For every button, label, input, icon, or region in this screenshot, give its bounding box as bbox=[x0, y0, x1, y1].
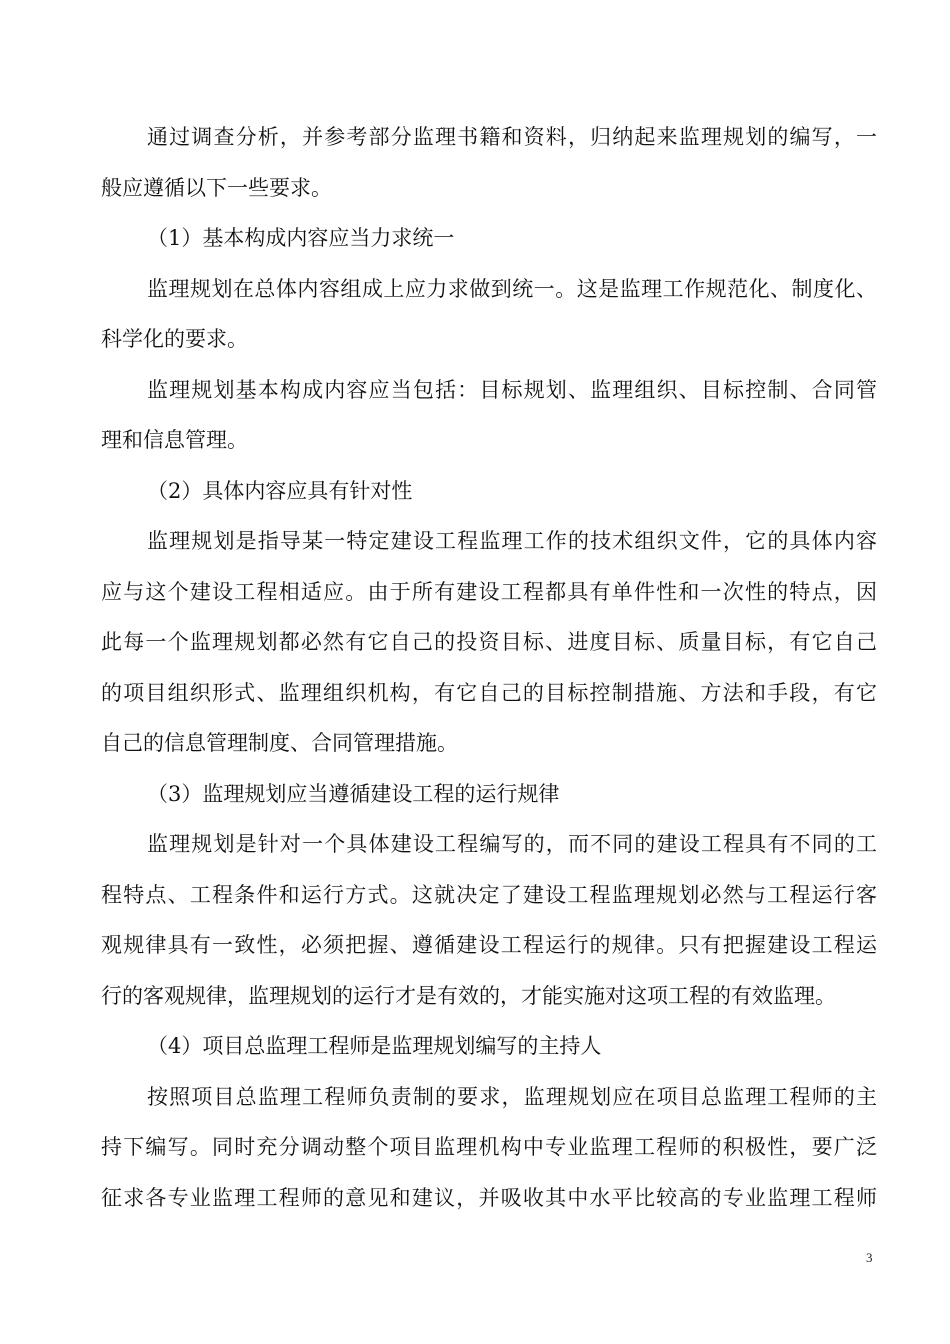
section-heading: （2）具体内容应具有针对性 bbox=[147, 478, 413, 503]
document-body bbox=[101, 112, 877, 1223]
paragraph-line: 通过调查分析，并参考部分监理书籍和资料，归纳起来监理规划的编写，一 bbox=[147, 125, 877, 149]
paragraph-line: 理和信息管理。 bbox=[101, 428, 248, 452]
paragraph-line: 持下编写。同时充分调动整个项目监理机构中专业监理工程师的积极性，要广泛 bbox=[101, 1135, 877, 1159]
section-heading: （3）监理规划应当遵循建设工程的运行规律 bbox=[147, 781, 560, 806]
paragraph-line: 此每一个监理规划都必然有它自己的投资目标、进度目标、质量目标，有它自己 bbox=[101, 630, 877, 654]
paragraph-line: 征求各专业监理工程师的意见和建议，并吸收其中水平比较高的专业监理工程师 bbox=[101, 1185, 877, 1210]
paragraph-line: 监理规划在总体内容组成上应力求做到统一。这是监理工作规范化、制度化、 bbox=[147, 276, 877, 301]
paragraph-line: 监理规划是针对一个具体建设工程编写的，而不同的建设工程具有不同的工 bbox=[147, 832, 877, 856]
section-heading: （1）基本构成内容应当力求统一 bbox=[147, 226, 455, 250]
paragraph-line: 行的客观规律，监理规划的运行才是有效的，才能实施对这项工程的有效监理。 bbox=[101, 983, 836, 1008]
paragraph-line: 科学化的要求。 bbox=[101, 327, 248, 351]
paragraph-line: 自己的信息管理制度、合同管理措施。 bbox=[101, 731, 458, 755]
paragraph-line: 观规律具有一致性，必须把握、遵循建设工程运行的规律。只有把握建设工程运 bbox=[101, 933, 877, 957]
paragraph-line: 应与这个建设工程相适应。由于所有建设工程都具有单件性和一次性的特点，因 bbox=[101, 579, 877, 604]
paragraph-line: 程特点、工程条件和运行方式。这就决定了建设工程监理规划必然与工程运行客 bbox=[101, 882, 877, 907]
paragraph-line: 监理规划是指导某一特定建设工程监理工作的技术组织文件，它的具体内容 bbox=[147, 529, 877, 553]
paragraph-line: 按照项目总监理工程师负责制的要求，监理规划应在项目总监理工程师的主 bbox=[147, 1084, 877, 1109]
page-number: 3 bbox=[866, 1250, 873, 1265]
paragraph-line: 的项目组织形式、监理组织机构，有它自己的目标控制措施、方法和手段，有它 bbox=[101, 680, 877, 705]
section-heading: （4）项目总监理工程师是监理规划编写的主持人 bbox=[147, 1034, 602, 1058]
paragraph-line: 般应遵循以下一些要求。 bbox=[101, 175, 332, 200]
paragraph-line: 监理规划基本构成内容应当包括：目标规划、监理组织、目标控制、合同管 bbox=[147, 377, 877, 402]
